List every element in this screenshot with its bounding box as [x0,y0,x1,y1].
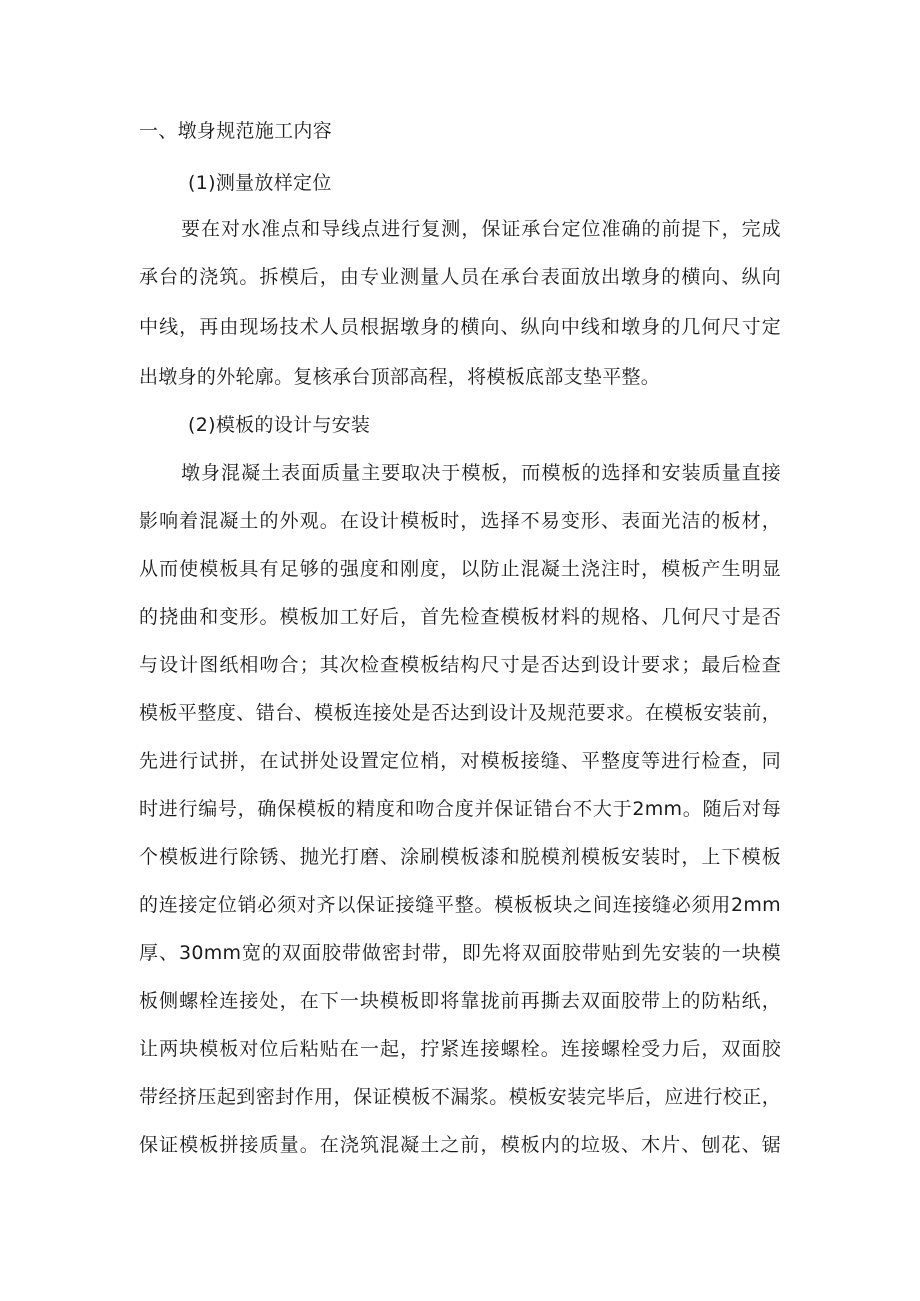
paragraph-line: 要在对水准点和导线点进行复测，保证承台定位准确的前提下，完成 [181,218,781,240]
subsection-title-1: (1)测量放样定位 [188,172,332,194]
paragraph-line: 让两块模板对位后粘贴在一起，拧紧连接螺栓。连接螺栓受力后，双面胶 [139,1038,781,1060]
paragraph-line: 出墩身的外轮廓。复核承台顶部高程，将模板底部支垫平整。 [139,366,661,388]
paragraph-line: 个模板进行除锈、抛光打磨、涂刷模板漆和脱模剂模板安装时，上下模板 [139,846,781,868]
paragraph-line: 墩身混凝土表面质量主要取决于模板，而模板的选择和安装质量直接 [181,462,781,484]
paragraph-line: 从而使模板具有足够的强度和刚度，以防止混凝土浇注时，模板产生明显 [139,558,781,580]
section-heading: 一、墩身规范施工内容 [139,120,333,142]
paragraph-line: 先进行试拼，在试拼处设置定位梢，对模板接缝、平整度等进行检查，同 [139,750,781,772]
paragraph-line: 板侧螺栓连接处，在下一块模板即将靠拢前再撕去双面胶带上的防粘纸， [139,990,781,1012]
subsection-title-2: (2)模板的设计与安装 [188,414,371,436]
paragraph-line: 影响着混凝土的外观。在设计模板时，选择不易变形、表面光洁的板材， [139,510,781,532]
paragraph-line: 模板平整度、错台、模板连接处是否达到设计及规范要求。在模板安装前， [139,702,781,724]
paragraph-line: 承台的浇筑。拆模后，由专业测量人员在承台表面放出墩身的横向、纵向 [139,266,781,288]
paragraph-line: 保证模板拼接质量。在浇筑混凝土之前，模板内的垃圾、木片、刨花、锯 [139,1134,781,1156]
paragraph-line: 厚、30mm宽的双面胶带做密封带，即先将双面胶带贴到先安装的一块模 [139,942,781,964]
paragraph-line: 中线，再由现场技术人员根据墩身的横向、纵向中线和墩身的几何尺寸定 [139,316,781,338]
paragraph-line: 的连接定位销必须对齐以保证接缝平整。模板板块之间连接缝必须用2mm [139,894,781,916]
paragraph-line: 的挠曲和变形。模板加工好后，首先检查模板材料的规格、几何尺寸是否 [139,606,781,628]
paragraph-line: 时进行编号，确保模板的精度和吻合度并保证错台不大于2mm。随后对每 [139,798,781,820]
paragraph-line: 与设计图纸相吻合；其次检查模板结构尺寸是否达到设计要求；最后检查 [139,654,781,676]
paragraph-line: 带经挤压起到密封作用，保证模板不漏浆。模板安装完毕后，应进行校正， [139,1086,781,1108]
